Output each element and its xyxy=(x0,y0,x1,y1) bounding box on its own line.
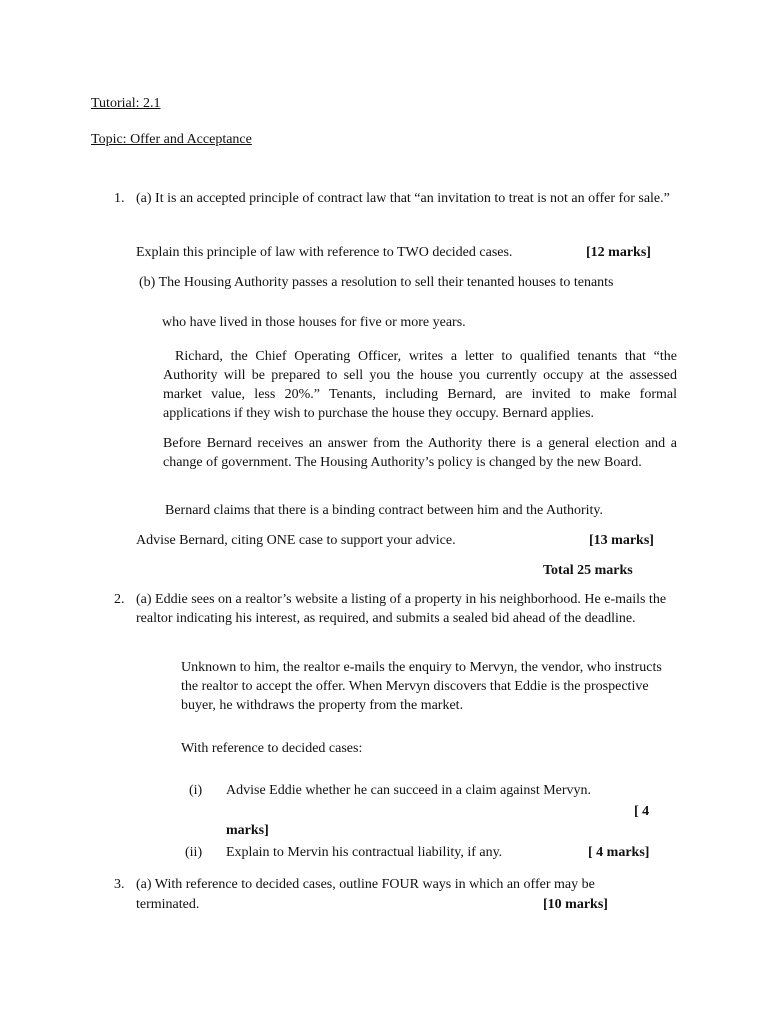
q1-b-marks: [13 marks] xyxy=(589,533,654,548)
q1-total: Total 25 marks xyxy=(543,563,633,578)
q1-a-marks: [12 marks] xyxy=(586,245,651,260)
q2-para1: Unknown to him, the realtor e-mails the enquiry to Mervyn, the vendor, who instructs the realtor to accept the offer. When Mervyn discovers that Eddie is the prospective buyer, he withdraws the property from the market. xyxy=(181,660,662,713)
q2-i-text: Advise Eddie whether he can succeed in a claim against Mervyn. xyxy=(226,783,592,798)
q2-i-marks-line1: [ 4 xyxy=(634,804,650,819)
q2-i-marks-line2: marks] xyxy=(226,823,269,838)
q2-ref: With reference to decided cases: xyxy=(181,741,363,756)
q1-b-line1: (b) The Housing Authority passes a resolution to sell their tenanted houses to tenants xyxy=(139,275,614,290)
q2-i-number: (i) xyxy=(189,783,203,798)
q3-a-text: (a) With reference to decided cases, outline FOUR ways in which an offer may be xyxy=(136,877,595,892)
q1-number: 1. xyxy=(114,191,125,206)
q2-number: 2. xyxy=(114,592,125,607)
q1-b-para3: Bernard claims that there is a binding contract between him and the Authority. xyxy=(165,503,604,518)
q1-a-text: (a) It is an accepted principle of contract law that “an invitation to treat is not an offer for sale.” xyxy=(136,191,670,206)
q1-b-line2: who have lived in those houses for five or more years. xyxy=(162,315,466,330)
q1-b-para2: Before Bernard receives an answer from the Authority there is a general election and a change of government. The Housing Authority’s policy is changed by the new Board. xyxy=(163,436,677,470)
q3-number: 3. xyxy=(114,877,125,892)
q2-ii-marks: [ 4 marks] xyxy=(588,845,650,860)
q1-b-advise: Advise Bernard, citing ONE case to support your advice. xyxy=(136,533,456,548)
q2-ii-text: Explain to Mervin his contractual liability, if any. xyxy=(226,845,503,860)
q2-a-text: (a) Eddie sees on a realtor’s website a listing of a property in his neighborhood. He e-mails the realtor indicating his interest, as required, and submits a sealed bid ahead of the deadline. xyxy=(136,592,667,626)
topic-heading: Topic: Offer and Acceptance xyxy=(91,132,252,147)
q3-a-marks: [10 marks] xyxy=(543,897,608,912)
q3-a-text-line2: terminated. xyxy=(136,897,200,912)
q1-b-para1: Richard, the Chief Operating Officer, writes a letter to qualified tenants that “the Authority will be prepared to sell you the house you currently occupy at the assessed market value, less 20%.” Tenants, including Bernard, are invited to make formal applications if they wish to purchase the house they occupy. Bernard applies. xyxy=(163,349,677,421)
q2-ii-number: (ii) xyxy=(185,845,203,860)
tutorial-heading: Tutorial: 2.1 xyxy=(91,96,161,111)
q1-a-explain: Explain this principle of law with reference to TWO decided cases. xyxy=(136,245,513,260)
